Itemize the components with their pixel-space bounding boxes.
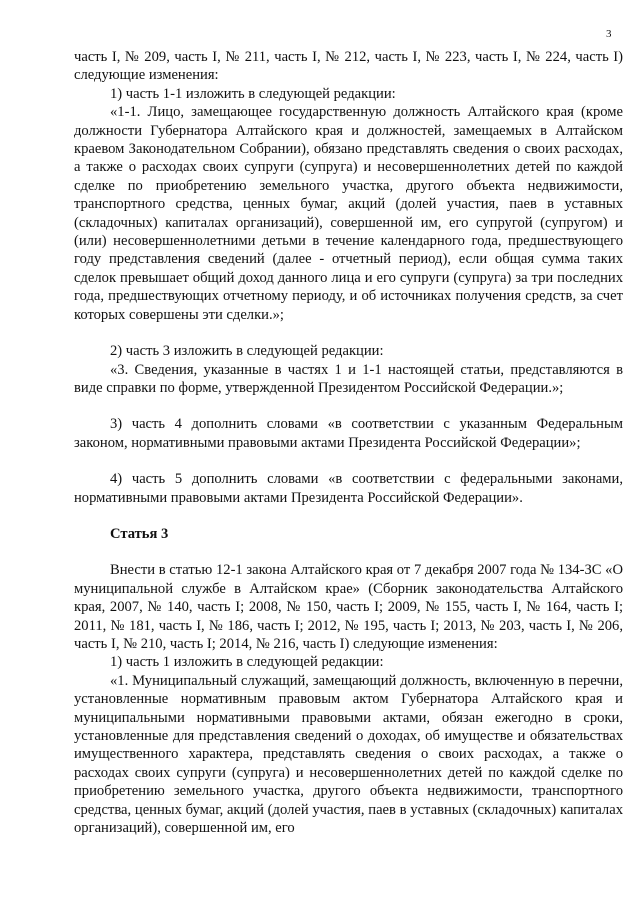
document-body [74,48,623,837]
paragraph-continuation: часть I, № 209, часть I, № 211, часть I, № 212, часть I, № 223, часть I, № 224, часть I) следующие изменения: [74,49,623,84]
article-heading: Статья 3 [110,525,169,542]
page-number: 3 [606,28,612,40]
paragraph-article-3-item-1: 1) часть 1 изложить в следующей редакции: [110,654,384,671]
paragraph-item-2: 2) часть 3 изложить в следующей редакции: [110,343,384,360]
paragraph-item-1: 1) часть 1-1 изложить в следующей редакции: [110,85,396,102]
paragraph-item-4: 4) часть 5 дополнить словами «в соответствии с федеральными законами, нормативными правовыми актами Президента Российской Федерации». [74,471,623,506]
paragraph-quote-3: «3. Сведения, указанные в частях 1 и 1-1 настоящей статьи, представляются в виде справки по форме, утвержденной Президентом Российской Федерации.»; [74,361,623,396]
paragraph-item-3: 3) часть 4 дополнить словами «в соответствии с указанным Федеральным законом, нормативными правовыми актами Президента Российской Федерации»; [74,416,623,451]
paragraph-quote-1-1: «1-1. Лицо, замещающее государственную должность Алтайского края (кроме должности Губернатора Алтайского края и должностей, замещаемых в Алтайском краевом Законодательном Собрании), обязано представлять сведения о своих расходах, а также о расходах своих супруги (супруга) и несовершеннолетних детей по каждой сделке по приобретению земельного участка, другого объекта недвижимости, транспортного средства, ценных бумаг, акций (долей участия, паев в уставных (складочных) капиталах организаций), совершенной им, его супругой (супругом) и (или) несовершеннолетними детьми в течение календарного года, предшествующего году представления сведений (далее - отчетный период), если общая сумма таких сделок превышает общий доход данного лица и его супруги (супруга) за три последних года, предшествующих отчетному периоду, и об источниках получения средств, за счет которых совершены эти сделки.»; [74,104,623,323]
paragraph-quote-1: «1. Муниципальный служащий, замещающий должность, включенную в перечни, установленные нормативным правовым актом Губернатора Алтайского края и муниципальными нормативными правовыми актами, обязан ежегодно в сроки, установленные для представления сведений о доходах, об имуществе и обязательствах имущественного характера, представлять сведения о своих расходах, а также о расходах своих супруги (супруга) и несовершеннолетних детей по каждой сделке по приобретению земельного участка, другого объекта недвижимости, транспортного средства, ценных бумаг, акций (долей участия, паев в уставных (складочных) капиталах организаций), совершенной им, его [74,672,623,837]
paragraph-article-3-intro: Внести в статью 12-1 закона Алтайского края от 7 декабря 2007 года № 134-ЗС «О муниципальной службе в Алтайском крае» (Сборник законодательства Алтайского края, 2007, № 140, часть I; 2008, № 150, часть I; 2009, № 155, часть I, № 164, часть I; 2011, № 181, часть I, № 186, часть I; 2012, № 195, часть I; 2013, № 203, часть I, № 206, часть I, № 210, часть I; 2014, № 216, часть I) следующие изменения: [74,562,623,652]
